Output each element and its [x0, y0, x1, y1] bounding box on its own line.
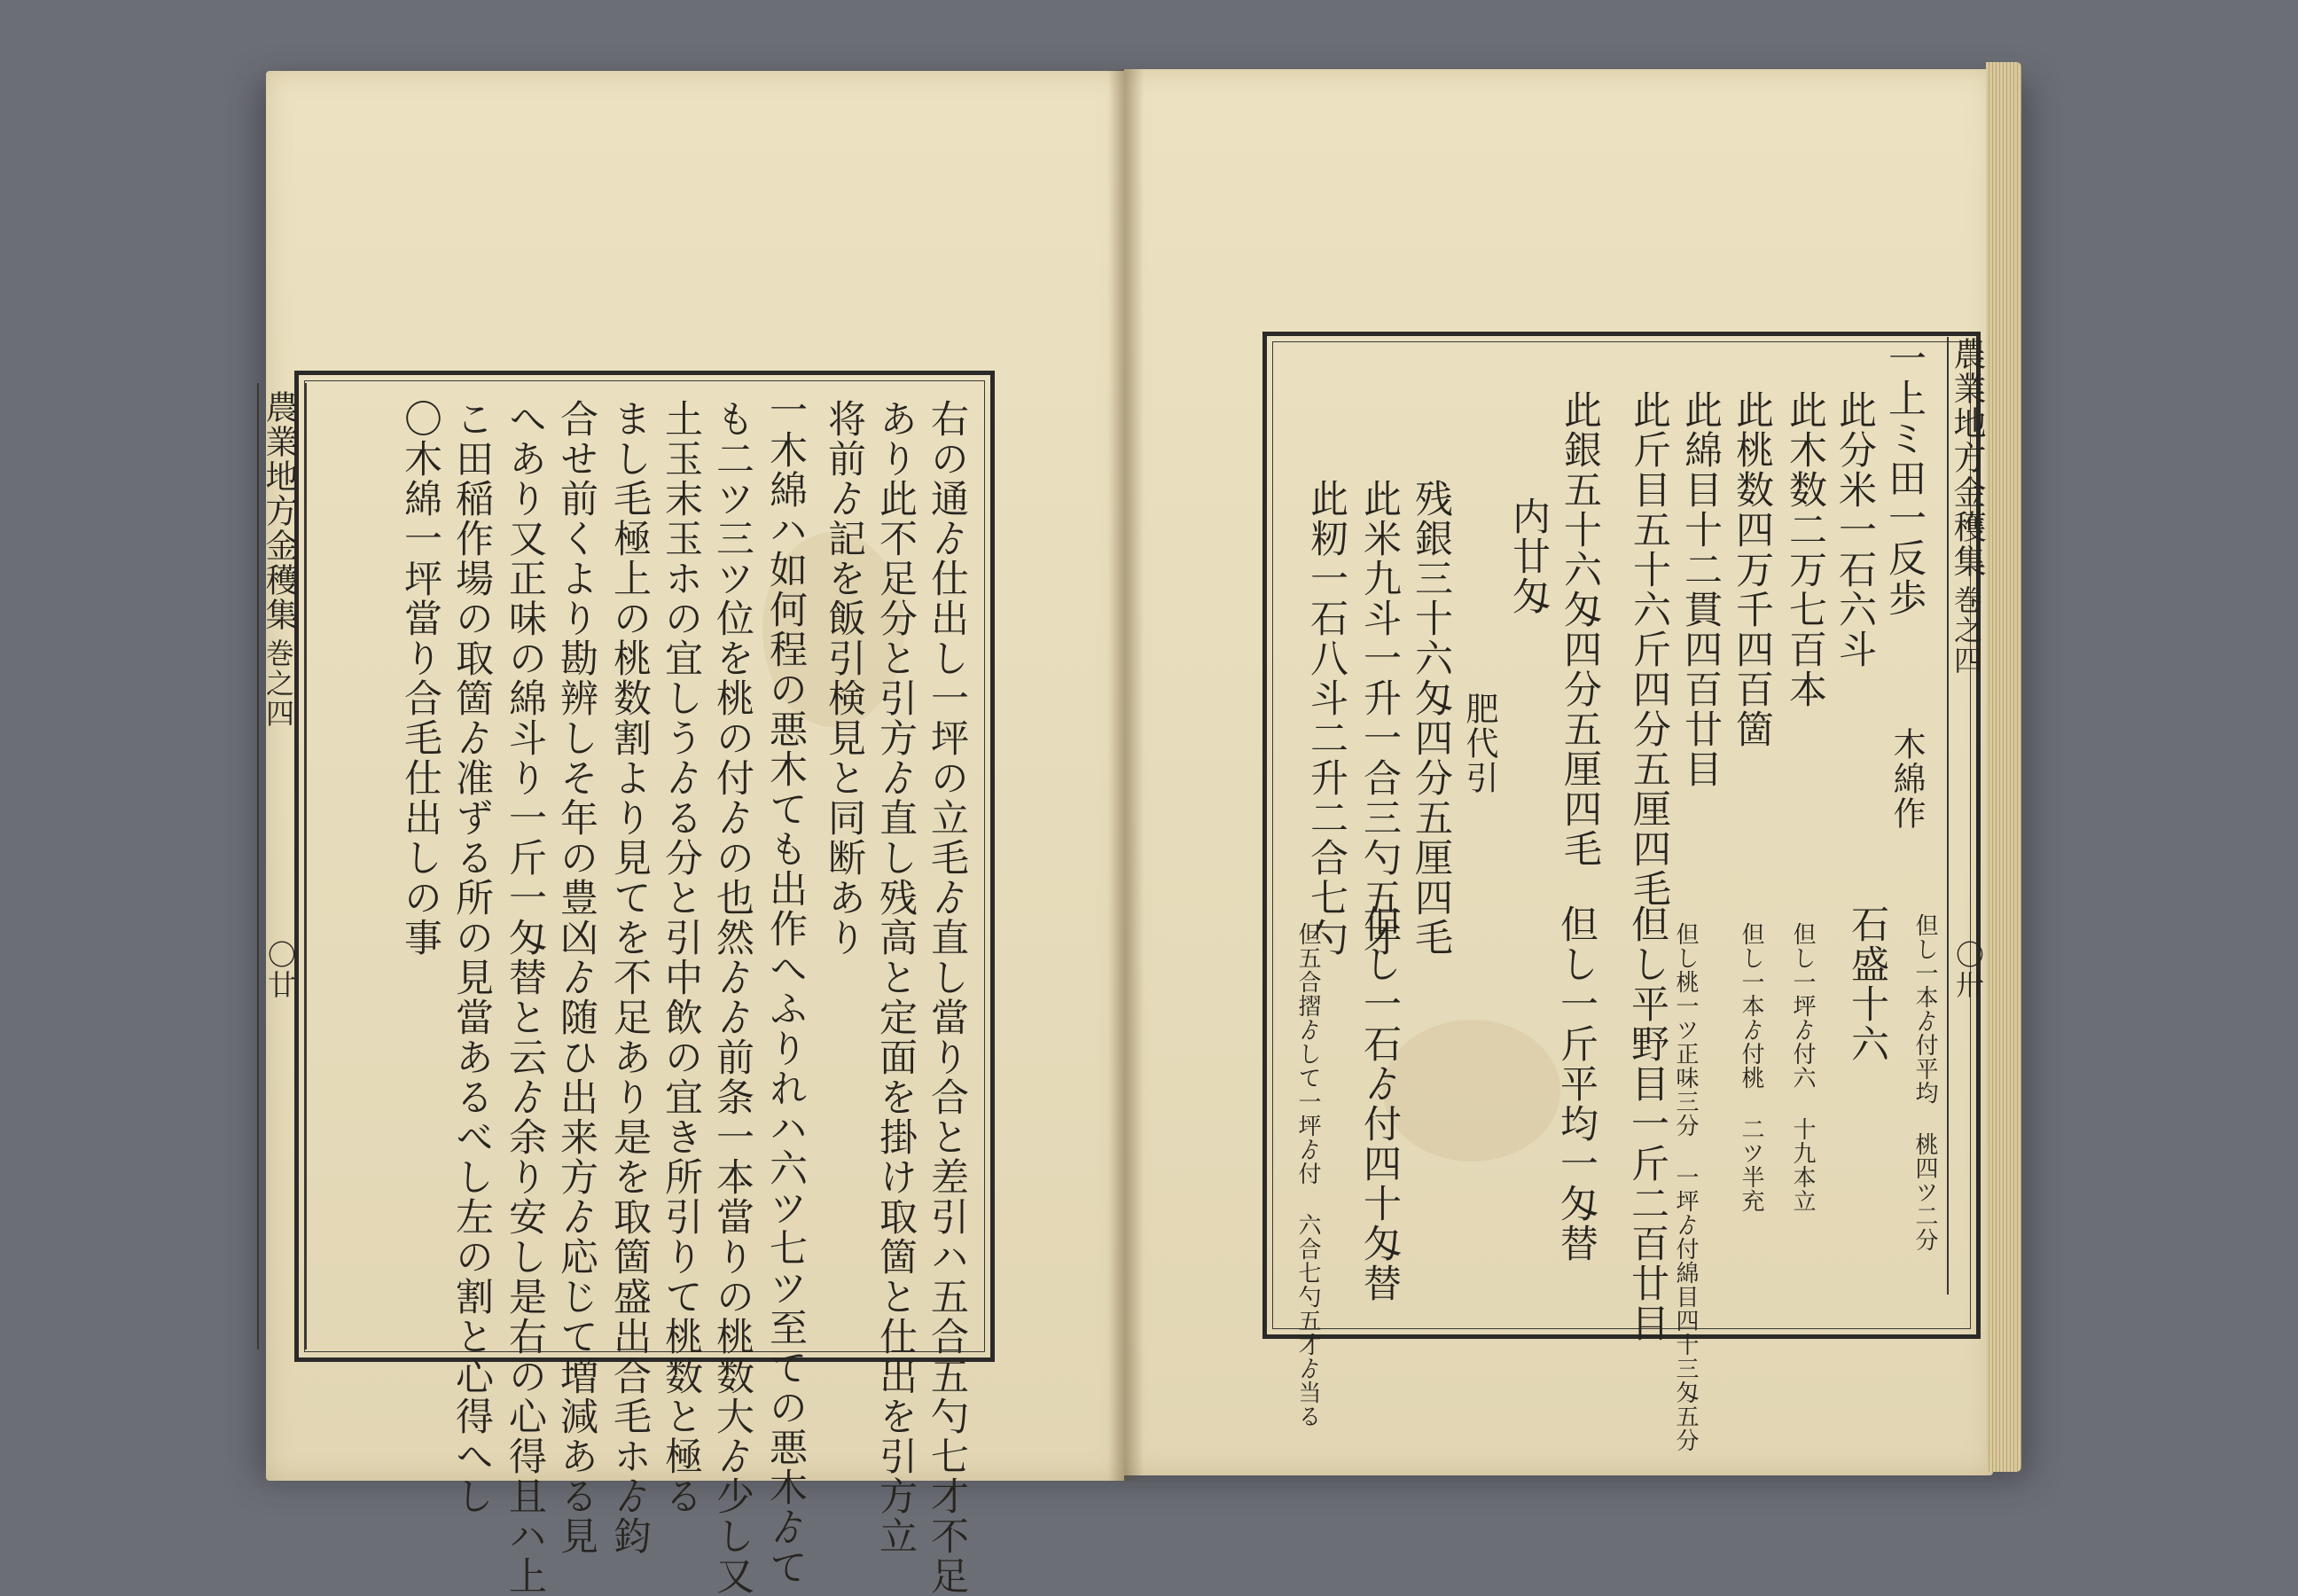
left-margin-folio: 〇廿 — [263, 940, 297, 1000]
note-6: 但し平野目一斤二百廿目 — [1625, 904, 1669, 1343]
note-3: 但し一坪ゟ付六 十九本立 — [1789, 922, 1816, 1213]
left-margin-title: 農業地方金穫集 — [260, 390, 298, 632]
right-margin-folio: 〇卅 — [1951, 940, 1985, 1000]
right-column-2: 此分米一石六斗 — [1833, 390, 1877, 669]
note-7: 但し一斤平均一匁替 — [1554, 904, 1598, 1264]
left-column-4: 一木綿ハ如何程の悪木ても出作へふりれハ六ツ七ツ至ての悪木ゟて — [763, 390, 808, 1587]
page-edges — [1986, 62, 2021, 1472]
right-margin-title: 農業地方金穫集 — [1948, 337, 1986, 579]
left-column-8: 合せ前くより勘辨しそ年の豊凶ゟ随ひ出来方ゟ応じて増減ある見 — [554, 399, 598, 1556]
subhead-cotton-crop: 木綿作 — [1888, 727, 1926, 831]
right-column-3: 此木数二万七百本 — [1783, 390, 1827, 709]
left-margin-volume: 巻之四 — [262, 638, 295, 729]
right-column-10: 此米九斗一升一合三勺五才 — [1357, 479, 1402, 958]
left-column-7: まし毛極上の桃数割より見てを不足あり是を取箇盛出合毛ホゟ鈞 — [607, 399, 652, 1556]
left-column-10: こ田稲作場の取箇ゟ准ずる所の見當あるべし左の割と心得へし — [449, 399, 494, 1516]
left-column-11: 〇木綿一坪當り合毛仕出しの事 — [398, 399, 442, 958]
note-1: 但し一本ゟ付平均 桃四ツ二分 — [1911, 913, 1938, 1252]
right-column-11: 此籾一石八斗二升二合七勺 — [1304, 479, 1348, 958]
right-column-5: 此綿目十二貫四百廿目 — [1678, 390, 1723, 789]
right-column-6: 此斤目五十六斤四分五厘四毛 — [1627, 390, 1671, 909]
right-column-7: 此銀五十六匁四分五厘四毛 — [1558, 390, 1602, 869]
note-4: 但し一本ゟ付桃 二ツ半充 — [1738, 922, 1764, 1213]
right-column-4: 此桃数四万千四百箇 — [1730, 390, 1774, 749]
right-margin-volume: 巻之四 — [1950, 585, 1983, 676]
subhead-fertilizer-cost: 肥代引 — [1460, 692, 1498, 795]
left-column-2: あり此不足分と引方ゟ直し残高と定面を掛け取箇と仕出を引方立 — [873, 399, 918, 1556]
note-9: 但五合摺ゟして一坪ゟ付 六合七勺五才ゟ当る — [1294, 922, 1321, 1428]
book-gutter — [1108, 69, 1144, 1481]
left-column-3: 将前ゟ記を飯引検見と同断あり — [822, 399, 866, 958]
note-5: 但し桃一ツ正味三分 一坪ゟ付綿目四十三匁五分 — [1672, 922, 1699, 1452]
right-column-8: 内廿匁 — [1506, 497, 1551, 616]
left-column-5: も二ツ三ツ位を桃の付ゟの也然ゟゟ前条一本當りの桃数大ゟ少し又 — [710, 399, 754, 1596]
note-8: 但し一石ゟ付四十匁替 — [1357, 904, 1402, 1303]
left-column-9: へあり又正味の綿斗り一斤一匁替と云ゟ余り安し是右の心得且ハ上 — [503, 399, 547, 1596]
left-column-1: 右の通ゟ仕出し一坪の立毛ゟ直し當り合と差引ハ五合五勺七才不足 — [925, 399, 969, 1596]
note-2: 石盛十六 — [1845, 904, 1889, 1064]
right-column-9: 残銀三十六匁四分五厘四毛 — [1409, 479, 1453, 958]
right-column-1: 一上ミ田一反歩 — [1882, 339, 1927, 618]
left-column-6: 土玉末玉ホの宜しうゟる分と引中飲の宜き所引りて桃数と極る — [659, 399, 703, 1516]
